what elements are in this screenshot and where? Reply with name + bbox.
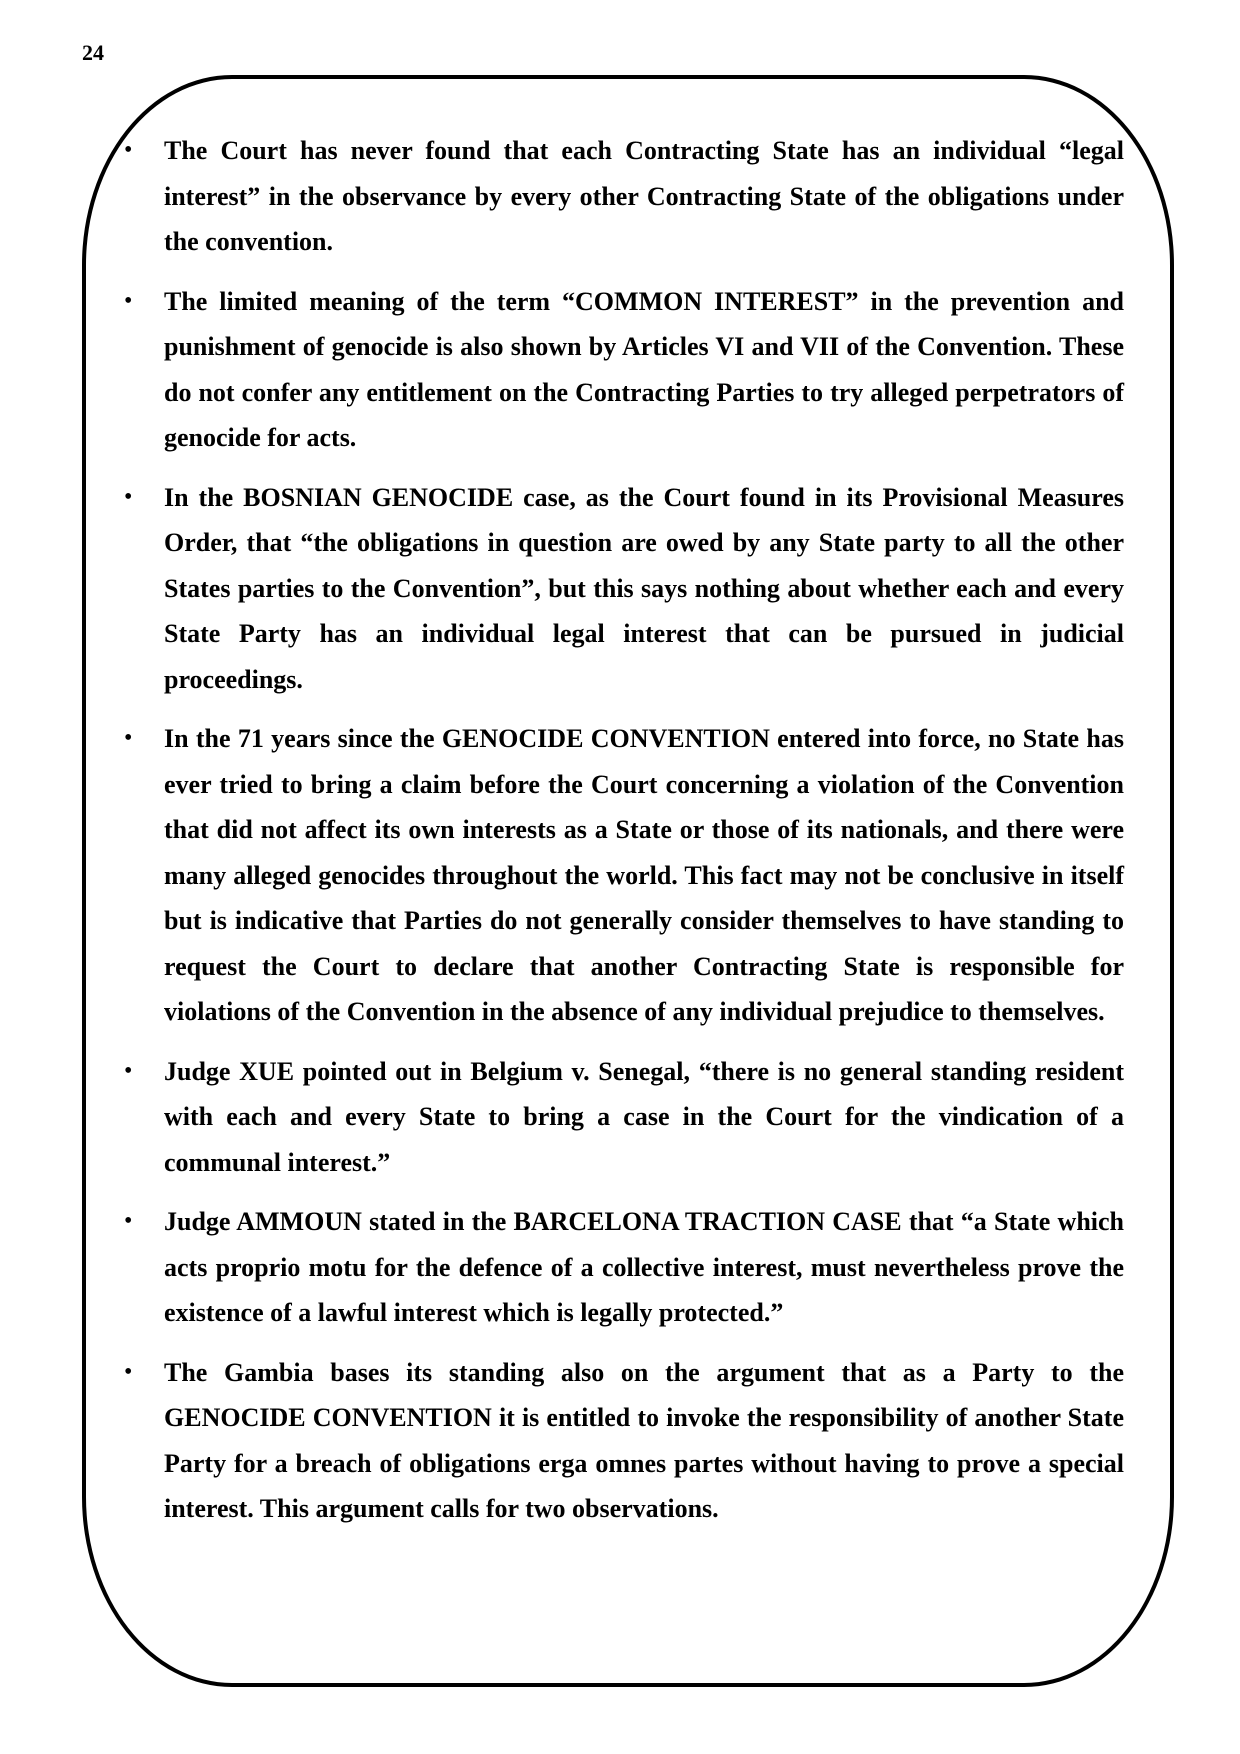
- bullet-item-7: [124, 1350, 1124, 1532]
- bullet-icon: •: [124, 137, 133, 163]
- bullet-item-1: [124, 128, 1124, 265]
- bullet-text: Judge AMMOUN stated in the BARCELONA TRACTION CASE that “a State which acts proprio motu for the defence of a collective interest, must nevertheless prove the existence of a lawful interest which is legally protected.”: [164, 1207, 1124, 1327]
- bullet-icon: •: [124, 483, 133, 510]
- bullet-icon: •: [124, 1208, 133, 1234]
- bullet-icon: •: [124, 725, 133, 751]
- bullet-item-5: [124, 1049, 1124, 1186]
- bullet-item-6: [124, 1199, 1124, 1336]
- bullet-text: The limited meaning of the term “COMMON INTEREST” in the prevention and punishment of genocide is also shown by Articles VI and VII of the Convention. These do not confer any entitlement on the Contracting Parties to try alleged perpetrators of genocide for acts.: [164, 286, 1124, 452]
- bullet-icon: •: [124, 1358, 133, 1385]
- bullet-text: In the BOSNIAN GENOCIDE case, as the Court found in its Provisional Measures Order, that “the obligations in question are owed by any State party to all the other States parties to the Convention”, but this says nothing about whether each and every State Party has an individual legal interest that can be pursued in judicial proceedings.: [164, 482, 1124, 694]
- bullet-text: The Gambia bases its standing also on the argument that as a Party to the GENOCIDE CONVENTION it is entitled to invoke the responsibility of another State Party for a breach of obligations erga omnes partes without having to prove a special interest. This argument calls for two observations.: [164, 1357, 1124, 1523]
- bullet-icon: •: [124, 1057, 133, 1084]
- bullet-item-2: [124, 279, 1124, 461]
- bullet-item-3: [124, 475, 1124, 703]
- bullet-item-4: [124, 716, 1124, 1035]
- bullet-text: The Court has never found that each Contracting State has an individual “legal interest” in the observance by every other Contracting State of the obligations under the convention.: [164, 136, 1124, 256]
- bullet-icon: •: [124, 287, 133, 314]
- bullet-text: In the 71 years since the GENOCIDE CONVENTION entered into force, no State has ever tried to bring a claim before the Court concerning a violation of the Convention that did not affect its own interests as a State or those of its nationals, and there were many alleged genocides throughout the world. This fact may not be conclusive in itself but is indicative that Parties do not generally consider themselves to have standing to request the Court to declare that another Contracting State is responsible for violations of the Convention in the absence of any individual prejudice to themselves.: [164, 724, 1124, 1026]
- bullet-list: [124, 128, 1124, 1546]
- bullet-text: Judge XUE pointed out in Belgium v. Senegal, “there is no general standing resident with each and every State to bring a case in the Court for the vindication of a communal interest.”: [164, 1056, 1124, 1177]
- page-number: 24: [82, 40, 104, 65]
